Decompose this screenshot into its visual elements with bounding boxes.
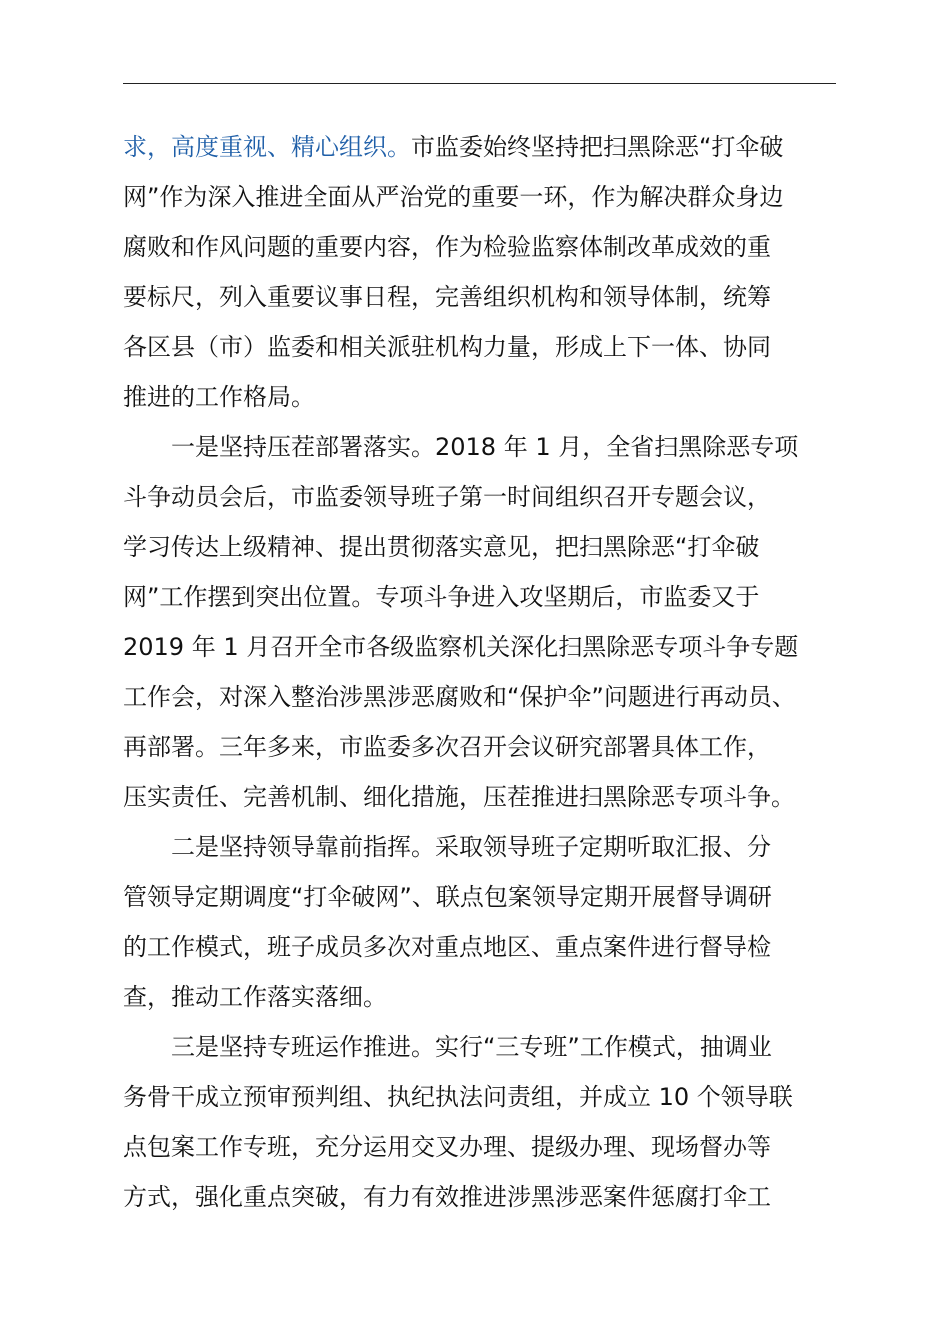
line-text: 推进的工作格局。	[123, 383, 315, 411]
line-text: 工作会，对深入整治涉黑涉恶腐败和“保护伞”问题进行再动员、	[123, 683, 796, 711]
line-text: 管领导定期调度“打伞破网”、联点包案领导定期开展督导调研	[123, 883, 772, 911]
line-text: 要标尺，列入重要议事日程，完善组织机构和领导体制，统筹	[123, 283, 771, 311]
line-text: 2019 年 1 月召开全市各级监察机关深化扫黑除恶专项斗争专题	[123, 633, 799, 661]
header-rule	[123, 83, 836, 84]
text-line	[123, 622, 883, 672]
text-line	[123, 1022, 883, 1072]
text-line	[123, 772, 883, 822]
line-text: 学习传达上级精神、提出贯彻落实意见，把扫黑除恶“打伞破	[123, 533, 760, 561]
text-line	[123, 122, 883, 172]
text-line	[123, 472, 883, 522]
line-text: 方式，强化重点突破，有力有效推进涉黑涉恶案件惩腐打伞工	[123, 1183, 771, 1211]
line-text: 腐败和作风问题的重要内容，作为检验监察体制改革成效的重	[123, 233, 771, 261]
text-line	[123, 1072, 883, 1122]
text-line	[123, 722, 883, 772]
line-text: 点包案工作专班，充分运用交叉办理、提级办理、现场督办等	[123, 1133, 771, 1161]
text-line	[123, 572, 883, 622]
text-line	[123, 372, 883, 422]
text-line	[123, 872, 883, 922]
text-line	[123, 322, 883, 372]
line-text: 网”工作摆到突出位置。专项斗争进入攻坚期后，市监委又于	[123, 583, 760, 611]
text-line	[123, 172, 883, 222]
text-line	[123, 1172, 883, 1222]
text-line	[123, 522, 883, 572]
line-text: 查，推动工作落实落细。	[123, 983, 387, 1011]
text-line	[123, 672, 883, 722]
line-text: 斗争动员会后，市监委领导班子第一时间组织召开专题会议，	[123, 483, 771, 511]
line-text: 各区县（市）监委和相关派驻机构力量，形成上下一体、协同	[123, 333, 771, 361]
line-text: 三是坚持专班运作推进。实行“三专班”工作模式，抽调业	[123, 1033, 772, 1061]
line-text: 网”作为深入推进全面从严治党的重要一环，作为解决群众身边	[123, 183, 784, 211]
line-text: 再部署。三年多来，市监委多次召开会议研究部署具体工作，	[123, 733, 771, 761]
text-line	[123, 922, 883, 972]
text-line	[123, 972, 883, 1022]
line-text: 市监委始终坚持把扫黑除恶“打伞破	[411, 133, 784, 161]
text-line	[123, 822, 883, 872]
line-text: 二是坚持领导靠前指挥。采取领导班子定期听取汇报、分	[123, 833, 771, 861]
text-line	[123, 422, 883, 472]
line-text: 压实责任、完善机制、细化措施，压茬推进扫黑除恶专项斗争。	[123, 783, 795, 811]
highlighted-text: 求，高度重视、精心组织。	[123, 133, 411, 161]
text-line	[123, 1122, 883, 1172]
line-text: 务骨干成立预审预判组、执纪执法问责组，并成立 10 个领导联	[123, 1083, 793, 1111]
document-body	[123, 122, 883, 1222]
text-line	[123, 272, 883, 322]
line-text: 一是坚持压茬部署落实。2018 年 1 月，全省扫黑除恶专项	[123, 433, 799, 461]
line-text: 的工作模式，班子成员多次对重点地区、重点案件进行督导检	[123, 933, 771, 961]
text-line	[123, 222, 883, 272]
